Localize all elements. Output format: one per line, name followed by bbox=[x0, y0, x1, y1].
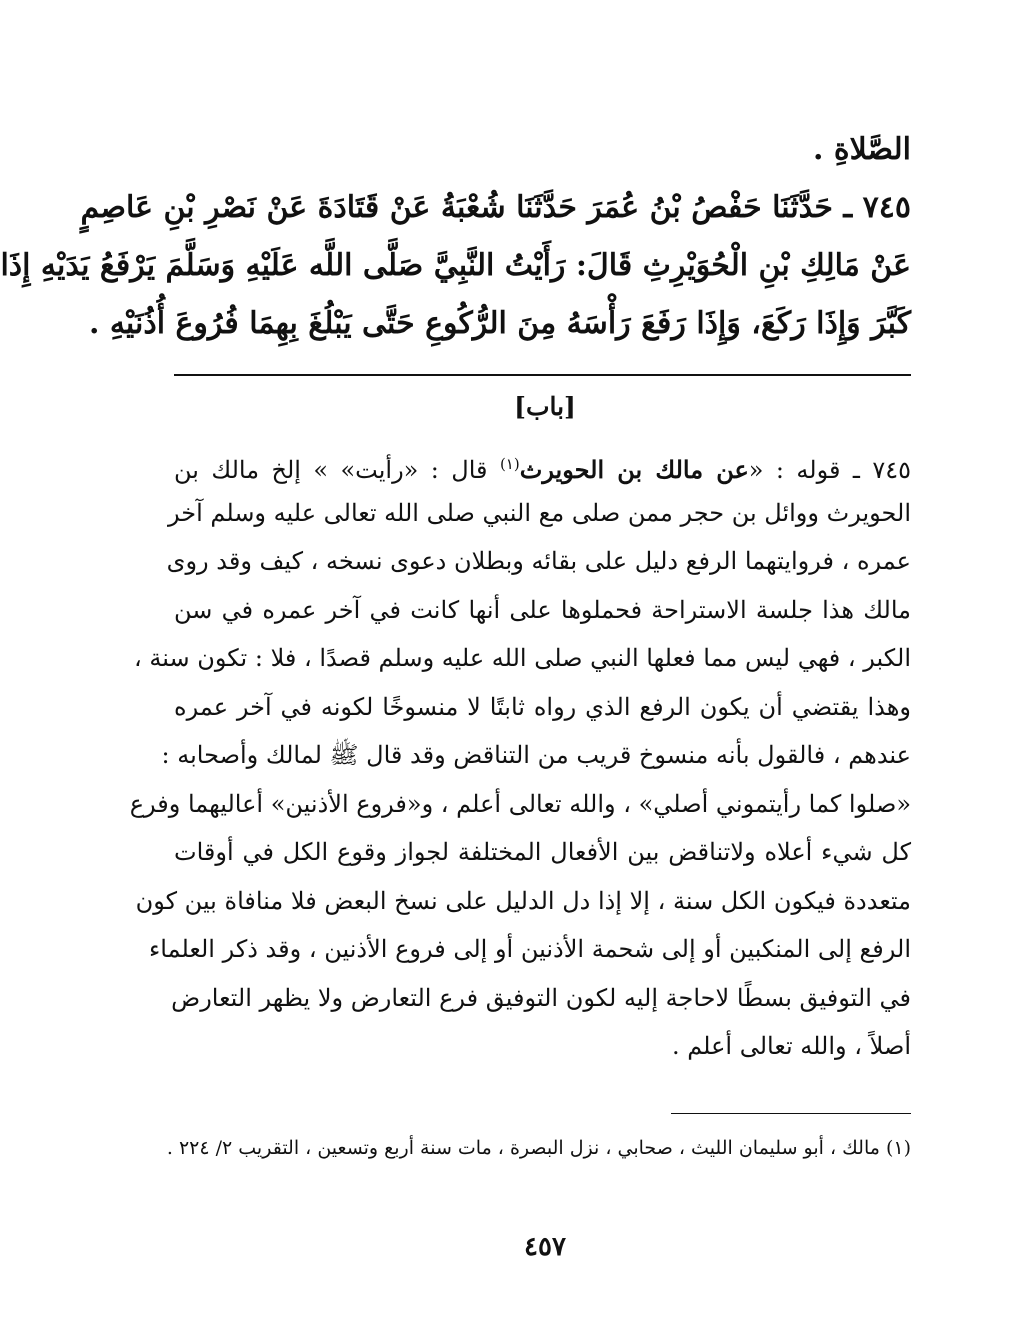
commentary-line: متعددة فيكون الكل سنة ، إلا إذا دل الدليل على نسخ البعض فلا منافاة بين كون bbox=[135, 886, 911, 915]
commentary-line: عمره ، فروايتهما الرفع دليل على بقائه وبطلان دعوى نسخه ، كيف وقد روى bbox=[166, 547, 911, 575]
page-number: ٤٥٧ bbox=[524, 1232, 566, 1262]
hadith-line: ٧٤٥ ـ حَدَّثَنَا حَفْصُ بْنُ عُمَرَ حَدَّثَنَا شُعْبَةُ عَنْ قَتَادَةَ عَنْ نَصْرِ بْنِ عَاصِمٍ bbox=[80, 190, 911, 225]
hadith-line: الصَّلاةِ . bbox=[813, 132, 911, 167]
commentary-line: في التوفيق بسطًا لاحاجة إليه لكون التوفيق فرع التعارض ولا يظهر التعارض bbox=[171, 983, 911, 1012]
footnote-reference: (١) bbox=[499, 455, 520, 473]
text-divider bbox=[174, 374, 911, 376]
commentary-line: الكبر ، فهي ليس مما فعلها النبي صلى الله عليه وسلم قصدًا ، فلا : تكون سنة ، bbox=[134, 644, 911, 672]
commentary-line: الرفع إلى المنكبين أو إلى شحمة الأذنين أو إلى فروع الأذنين ، وقد ذكر العلماء bbox=[148, 935, 911, 963]
commentary-line: الحويرث ووائل بن حجر ممن صلى مع النبي صلى الله تعالى عليه وسلم آخر bbox=[168, 498, 911, 527]
commentary-line: وهذا يقتضي أن يكون الرفع الذي رواه ثابتًا لا منسوخًا لكونه في آخر عمره bbox=[174, 692, 911, 721]
section-heading: [باب] bbox=[514, 392, 576, 421]
hadith-line: كَبَّرَ وَإِذَا رَكَعَ، وَإِذَا رَفَعَ رَأْسَهُ مِنَ الرُّكُوعِ حَتَّى يَبْلُغَ بِهِمَا فُرُوعَ أُذُنَيْهِ . bbox=[88, 306, 911, 341]
hadith-text bbox=[0, 130, 911, 362]
commentary-line: مالك هذا جلسة الاستراحة فحملوها على أنها كانت في آخر عمره في سن bbox=[174, 595, 911, 624]
commentary-line: عندهم ، فالقول بأنه منسوخ قريب من التناقض وقد قال ﷺ لمالك وأصحابه : bbox=[161, 741, 911, 769]
commentary-line: «صلوا كما رأيتموني أصلي» ، والله تعالى أعلم ، و«فروع الأذنين» أعاليهما وفرع bbox=[129, 789, 911, 818]
commentary-line: كل شيء أعلاه ولاتناقض بين الأفعال المختلفة لجواز وقوع الكل في أوقات bbox=[174, 838, 912, 866]
commentary-line-first bbox=[174, 448, 911, 497]
commentary-suffix: قال : «رأيت» » إلخ مالك بن bbox=[174, 456, 500, 484]
hadith-line: عَنْ مَالِكِ بْنِ الْحُوَيْرِثِ قَالَ: رَأَيْتُ النَّبِيَّ صَلَّى اللَّه عَلَيْهِ وَسَلَّمَ يَرْفَعُ يَدَيْهِ إِذَا bbox=[0, 248, 911, 283]
footnote-divider bbox=[671, 1113, 911, 1114]
commentary-text bbox=[129, 448, 912, 1079]
commentary-lemma: عن مالك بن الحويرث bbox=[519, 455, 749, 484]
commentary-line: أصلاً ، والله تعالى أعلم . bbox=[671, 1032, 911, 1060]
commentary-prefix: ٧٤٥ ـ قوله : « bbox=[748, 456, 911, 484]
footnote: (١) مالك ، أبو سليمان الليث ، صحابي ، نزل البصرة ، مات سنة أربع وتسعين ، التقريب ٢/ ٢٢٤ . bbox=[166, 1137, 911, 1159]
